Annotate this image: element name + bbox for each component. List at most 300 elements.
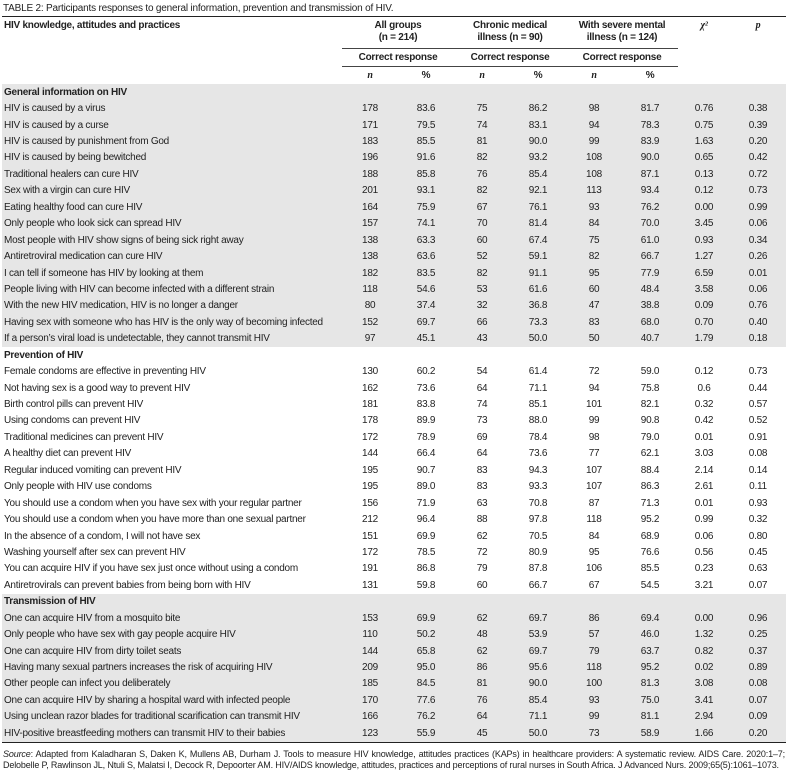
chronic-n: 62 [454,643,510,659]
chronic-percent: 61.6 [510,281,566,297]
all-n: 144 [342,643,398,659]
n-header: n [566,67,622,85]
p-value: 0.08 [730,676,786,692]
mental-n: 108 [566,150,622,166]
all-n: 110 [342,626,398,642]
all-n: 212 [362,514,378,526]
mental-n: 113 [566,183,622,199]
chronic-n: 64 [476,448,488,460]
chronic-percent: 80.9 [528,546,548,558]
table-row [2,281,786,297]
all-percent: 60.2 [416,366,436,378]
all-n: 157 [342,216,398,232]
item-label: Female condoms are effective in preventing HIV [4,366,206,378]
all-n: 178 [362,415,378,427]
all-percent: 66.4 [416,448,436,460]
chronic-percent: 87.8 [528,563,548,575]
item-label: Eating healthy food can cure HIV [2,199,342,215]
all-percent: 95.0 [398,659,454,675]
mental-percent: 76.2 [622,199,678,215]
mental-n: 98 [588,431,600,443]
percent-header: % [510,67,566,85]
p-value: 0.06 [730,216,786,232]
chronic-n: 64 [454,709,510,725]
chi-square: 0.13 [678,166,730,182]
chi-square: 0.02 [678,659,730,675]
mental-percent: 79.0 [640,431,660,443]
item-label: Having many sexual partners increases the risk of acquiring HIV [2,659,342,675]
all-percent: 90.7 [416,464,436,476]
chronic-n: 54 [476,366,488,378]
chronic-n: 76 [454,166,510,182]
item-label: Only people with HIV use condoms [4,481,152,493]
chronic-n: 79 [476,563,488,575]
all-n: 138 [342,248,398,264]
p-value: 0.63 [748,563,768,575]
all-percent: 73.6 [416,382,436,394]
mental-percent: 83.9 [622,133,678,149]
item-label: One can acquire HIV from a mosquito bite [2,610,342,626]
table-row [2,413,786,429]
chronic-percent: 85.1 [528,399,548,411]
all-percent: 63.6 [398,248,454,264]
chi-square: 1.66 [678,725,730,742]
chronic-percent: 69.7 [510,610,566,626]
correct-response-header: Correct response [342,49,454,67]
chronic-percent: 81.4 [510,216,566,232]
mental-percent: 77.9 [622,265,678,281]
mental-n: 77 [588,448,600,460]
chronic-n: 81 [454,133,510,149]
p-value: 0.14 [748,464,768,476]
p-value: 0.25 [730,626,786,642]
all-n: 172 [362,546,378,558]
mental-n: 75 [566,232,622,248]
table-row [2,265,786,281]
mental-n: 98 [566,100,622,116]
chi-square: 1.79 [678,331,730,347]
table-row [2,725,786,742]
mental-n: 94 [588,382,600,394]
all-percent: 96.4 [416,514,436,526]
chi-square: 0.09 [678,298,730,314]
table-row [2,100,786,116]
chronic-n: 81 [454,676,510,692]
chronic-percent: 69.7 [510,643,566,659]
chi-square: 3.58 [678,281,730,297]
chi-square: 3.45 [678,216,730,232]
section-title: Prevention of HIV [4,349,84,361]
table-row [2,150,786,166]
table-row [2,709,786,725]
chronic-percent: 71.1 [528,382,548,394]
chi-square: 0.00 [678,199,730,215]
all-n: 130 [362,366,378,378]
chronic-n: 83 [476,481,488,493]
chi-square: 2.94 [678,709,730,725]
column-header-item: HIV knowledge, attitudes and practices [2,17,342,85]
chi-square: 0.12 [694,366,714,378]
table-caption: TABLE 2: Participants responses to general information, prevention and transmission of HIV. [3,3,394,14]
item-label: With the new HIV medication, HIV is no longer a danger [2,298,342,314]
p-value: 0.57 [748,399,768,411]
mental-percent: 75.8 [640,382,660,394]
chi-square: 0.06 [694,530,714,542]
chronic-percent: 70.8 [528,497,548,509]
mental-percent: 62.1 [640,448,660,460]
chronic-n: 75 [454,100,510,116]
chronic-percent: 53.9 [510,626,566,642]
all-percent: 63.3 [398,232,454,248]
all-percent: 45.1 [398,331,454,347]
chronic-percent: 73.6 [528,448,548,460]
chronic-n: 72 [476,546,488,558]
table-row [2,511,786,527]
all-n: 166 [342,709,398,725]
section-header-row [2,347,786,363]
all-n: 183 [342,133,398,149]
section-header-row [2,594,786,610]
chronic-percent: 90.0 [510,676,566,692]
table-row [2,314,786,330]
chi-square: 0.23 [694,563,714,575]
mental-percent: 70.0 [622,216,678,232]
mental-n: 82 [566,248,622,264]
chronic-n: 32 [454,298,510,314]
mental-percent: 88.4 [640,464,660,476]
p-value: 0.09 [730,709,786,725]
item-label: HIV is caused by punishment from God [2,133,342,149]
item-label: You should use a condom when you have more than one sexual partner [4,514,306,526]
chronic-n: 88 [476,514,488,526]
chronic-percent: 67.4 [510,232,566,248]
p-value: 0.52 [748,415,768,427]
all-percent: 55.9 [398,725,454,742]
chronic-n: 74 [476,399,488,411]
chronic-percent: 76.1 [510,199,566,215]
mental-percent: 63.7 [622,643,678,659]
all-n: 153 [342,610,398,626]
mental-n: 50 [566,331,622,347]
source-text: : Adapted from Kaladharan S, Daken K, Mullens AB, Durham J. Tools to measure HIV knowledge, attitudes practices (KAPs) in healthcare providers: A systematic review. AIDS Care. 2020:1–7; Delobelle P, Rawlinson JL, Ntuli S, Malatsi I, Decock R, Depoorter AM. HIV/AIDS knowledge, attitudes, practices and perceptions of rural nurses in South Africa. J Advanced Nurs. 2009;65(5):1061–1073. [3,748,785,770]
mental-n: 107 [586,464,602,476]
chronic-percent: 93.2 [510,150,566,166]
all-n: 170 [342,692,398,708]
item-label: Having sex with someone who has HIV is the only way of becoming infected [2,314,342,330]
p-value: 0.07 [748,579,768,591]
mental-percent: 71.3 [640,497,660,509]
item-label: Using condoms can prevent HIV [4,415,141,427]
mental-n: 93 [566,692,622,708]
chi-square: 3.08 [678,676,730,692]
all-percent: 54.6 [398,281,454,297]
chi-square: 3.03 [694,448,714,460]
p-value: 0.80 [748,530,768,542]
n-header: n [454,67,510,85]
chronic-percent: 66.7 [528,579,548,591]
all-percent: 76.2 [398,709,454,725]
chronic-n: 63 [476,497,488,509]
column-header-chronic-medical: Chronic medical illness (n = 90) [454,17,566,49]
table-row [2,248,786,264]
mental-percent: 85.5 [640,563,660,575]
mental-percent: 81.7 [622,100,678,116]
mental-percent: 40.7 [622,331,678,347]
chronic-n: 86 [454,659,510,675]
all-percent: 91.6 [398,150,454,166]
all-percent: 79.5 [398,117,454,133]
mental-percent: 78.3 [622,117,678,133]
item-label: Using unclean razor blades for traditional scarification can transmit HIV [2,709,342,725]
chi-square: 3.41 [678,692,730,708]
all-percent: 69.9 [416,530,436,542]
item-label: You can acquire HIV if you have sex just once without using a condom [4,563,298,575]
mental-n: 118 [586,514,602,526]
chronic-n: 45 [454,725,510,742]
mental-percent: 68.9 [640,530,660,542]
all-percent: 37.4 [398,298,454,314]
correct-response-header: Correct response [566,49,678,67]
chronic-n: 66 [454,314,510,330]
hiv-knowledge-table [2,16,786,743]
mental-n: 83 [566,314,622,330]
item-label: Only people who look sick can spread HIV [2,216,342,232]
table-row [2,133,786,149]
mental-percent: 81.3 [622,676,678,692]
p-value: 0.38 [730,100,786,116]
p-value: 0.39 [730,117,786,133]
all-n: 185 [342,676,398,692]
chronic-n: 73 [476,415,488,427]
all-percent: 83.8 [416,399,436,411]
table-row [2,659,786,675]
chi-square: 1.27 [678,248,730,264]
mental-n: 93 [566,199,622,215]
p-value: 0.73 [748,366,768,378]
mental-n: 84 [588,530,600,542]
all-percent: 89.9 [416,415,436,427]
all-n: 195 [362,464,378,476]
chi-square: 6.59 [678,265,730,281]
mental-n: 67 [588,579,600,591]
p-value: 0.44 [748,382,768,394]
item-label: Antiretroviral medication can cure HIV [2,248,342,264]
chronic-n: 70 [454,216,510,232]
item-label: I can tell if someone has HIV by looking at them [2,265,342,281]
percent-header: % [622,67,678,85]
p-value: 0.32 [748,514,768,526]
chronic-percent: 86.2 [510,100,566,116]
chronic-n: 69 [476,431,488,443]
all-percent: 50.2 [398,626,454,642]
mental-n: 87 [588,497,600,509]
chi-square: 0.12 [678,183,730,199]
table-row [2,495,786,511]
mental-n: 95 [588,546,600,558]
all-n: 171 [342,117,398,133]
mental-percent: 48.4 [622,281,678,297]
mental-n: 108 [566,166,622,182]
chi-square: 3.21 [694,579,714,591]
item-label: Traditional medicines can prevent HIV [4,431,164,443]
p-value: 0.72 [730,166,786,182]
table-row [2,429,786,445]
p-value: 0.42 [730,150,786,166]
mental-percent: 38.8 [622,298,678,314]
table-row [2,610,786,626]
chronic-n: 74 [454,117,510,133]
p-value: 0.06 [730,281,786,297]
table-row [2,298,786,314]
chi-square: 1.63 [678,133,730,149]
item-label: One can acquire HIV from dirty toilet seats [2,643,342,659]
all-n: 196 [342,150,398,166]
p-value: 0.26 [730,248,786,264]
all-percent: 84.5 [398,676,454,692]
all-n: 191 [362,563,378,575]
mental-n: 107 [586,481,602,493]
chronic-n: 82 [454,183,510,199]
item-label: Not having sex is a good way to prevent HIV [4,382,191,394]
all-percent: 59.8 [416,579,436,591]
chi-square: 0.56 [694,546,714,558]
all-n: 138 [342,232,398,248]
item-label: Only people who have sex with gay people acquire HIV [2,626,342,642]
chronic-n: 43 [454,331,510,347]
chronic-n: 52 [454,248,510,264]
correct-response-header: Correct response [454,49,566,67]
p-value: 0.11 [749,481,767,493]
chi-square: 0.76 [678,100,730,116]
chi-square: 2.14 [694,464,714,476]
p-value: 0.99 [730,199,786,215]
all-n: 188 [342,166,398,182]
chronic-n: 60 [454,232,510,248]
all-percent: 89.0 [416,481,436,493]
all-percent: 93.1 [398,183,454,199]
mental-percent: 90.8 [640,415,660,427]
mental-n: 86 [566,610,622,626]
p-value: 0.07 [730,692,786,708]
table-row [2,643,786,659]
column-header-p: p [730,17,786,85]
chi-square: 0.93 [678,232,730,248]
chi-square: 1.32 [678,626,730,642]
mental-n: 84 [566,216,622,232]
mental-percent: 86.3 [640,481,660,493]
table-row [2,380,786,396]
item-label: Birth control pills can prevent HIV [4,399,144,411]
mental-percent: 81.1 [622,709,678,725]
table-row [2,216,786,232]
chi-square: 0.99 [694,514,714,526]
mental-percent: 76.6 [640,546,660,558]
chronic-percent: 92.1 [510,183,566,199]
item-label: A healthy diet can prevent HIV [4,448,132,460]
all-n: 162 [362,382,378,394]
item-label: People living with HIV can become infected with a different strain [2,281,342,297]
item-label: Regular induced vomiting can prevent HIV [4,464,182,476]
all-percent: 85.5 [398,133,454,149]
mental-percent: 66.7 [622,248,678,264]
all-percent: 71.9 [416,497,436,509]
mental-percent: 68.0 [622,314,678,330]
all-n: 201 [342,183,398,199]
chronic-percent: 85.4 [510,166,566,182]
table-row [2,183,786,199]
chronic-percent: 95.6 [510,659,566,675]
chronic-percent: 70.5 [528,530,548,542]
chi-square: 0.75 [678,117,730,133]
chronic-percent: 91.1 [510,265,566,281]
chronic-percent: 90.0 [510,133,566,149]
all-n: 181 [362,399,378,411]
mental-percent: 82.1 [640,399,660,411]
all-n: 156 [362,497,378,509]
mental-n: 100 [566,676,622,692]
item-label: Other people can infect you deliberately [2,676,342,692]
chronic-n: 60 [476,579,488,591]
item-label: If a person’s viral load is undetectable, they cannot transmit HIV [2,331,342,347]
chi-square: 0.6 [697,382,711,394]
chronic-percent: 85.4 [510,692,566,708]
chi-square: 0.01 [694,431,714,443]
source-note [0,743,788,772]
item-label: Sex with a virgin can cure HIV [2,183,342,199]
table-row [2,396,786,412]
table-row [2,479,786,495]
item-label: In the absence of a condom, I will not have sex [4,530,201,542]
mental-n: 73 [566,725,622,742]
mental-percent: 69.4 [622,610,678,626]
all-percent: 75.9 [398,199,454,215]
chi-square: 0.01 [694,497,714,509]
p-value: 0.45 [748,546,768,558]
p-value: 0.20 [730,133,786,149]
table-row [2,363,786,379]
chronic-n: 82 [454,150,510,166]
p-value: 0.01 [730,265,786,281]
all-n: 209 [342,659,398,675]
all-n: 123 [342,725,398,742]
item-label: HIV is caused by a virus [2,100,342,116]
mental-n: 106 [586,563,602,575]
column-header-severe-mental: With severe mental illness (n = 124) [566,17,678,49]
mental-percent: 95.2 [622,659,678,675]
column-header-all-groups: All groups (n = 214) [342,17,454,49]
item-label: Antiretrovirals can prevent babies from being born with HIV [4,579,251,591]
all-n: 80 [342,298,398,314]
all-percent: 85.8 [398,166,454,182]
mental-n: 99 [566,133,622,149]
all-percent: 77.6 [398,692,454,708]
mental-n: 101 [586,399,602,411]
mental-n: 57 [566,626,622,642]
chi-square: 0.82 [678,643,730,659]
chi-square: 0.65 [678,150,730,166]
table-row [2,117,786,133]
chronic-percent: 50.0 [510,725,566,742]
item-label: HIV is caused by being bewitched [2,150,342,166]
mental-percent: 59.0 [640,366,660,378]
chronic-n: 76 [454,692,510,708]
section-title: General information on HIV [2,84,786,100]
all-n: 97 [342,331,398,347]
column-header-chi-square: χ² [678,17,730,85]
chi-square: 0.42 [694,415,714,427]
item-label: Traditional healers can cure HIV [2,166,342,182]
p-value: 0.73 [730,183,786,199]
